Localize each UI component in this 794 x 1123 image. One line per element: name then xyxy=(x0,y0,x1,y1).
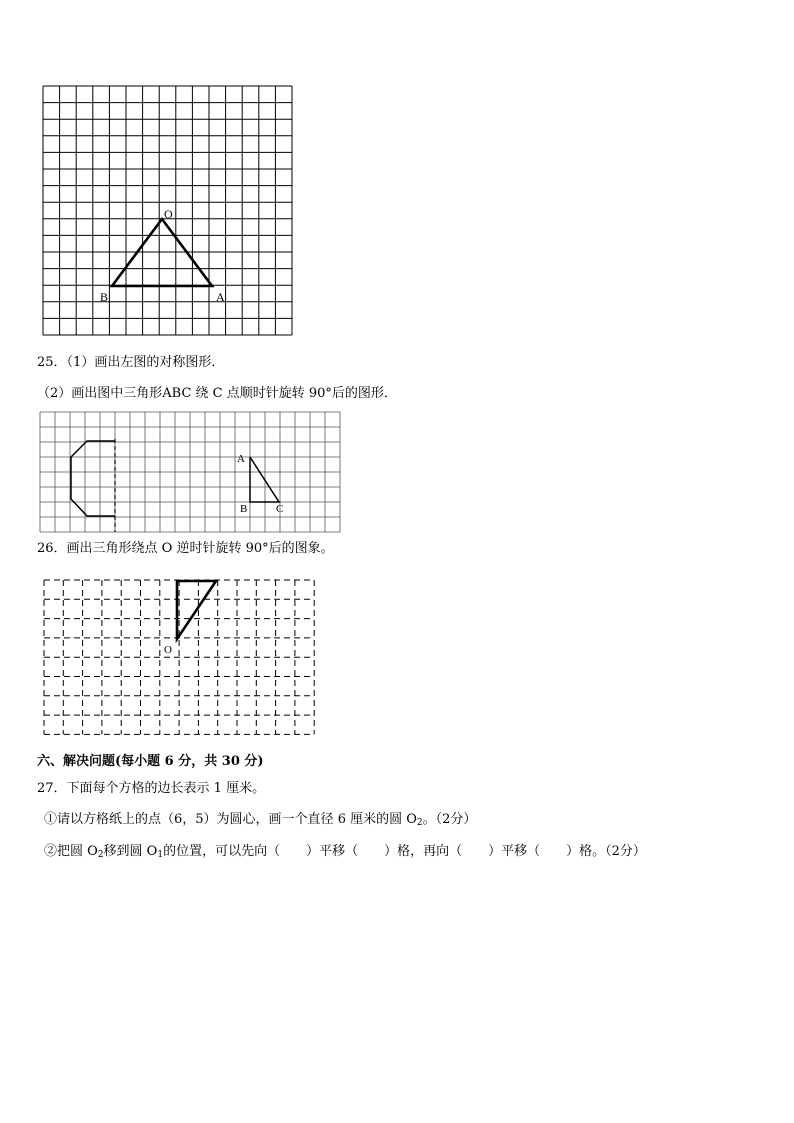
item2-part2: 移到圆 O xyxy=(103,844,158,859)
half-shape-left xyxy=(71,441,115,516)
item2-part1: 把圆 O xyxy=(57,844,98,859)
q27-item2 xyxy=(44,844,646,863)
point-label-a-fig2: A xyxy=(237,453,245,465)
q26-line1: 26．画出三角形绕点 O 逆时针旋转 90°后的图象。 xyxy=(37,541,334,556)
rotation-grid-figure xyxy=(39,411,341,533)
dashed-grid-lines xyxy=(44,580,314,734)
point-label-c-fig2: C xyxy=(276,503,284,515)
item2-sub2: 1 xyxy=(157,850,164,860)
point-label-o-fig3: O xyxy=(164,644,172,656)
q27-item1 xyxy=(44,812,476,831)
q25-line2: （2）画出图中三角形ABC 绕 C 点顺时针旋转 90°后的图形． xyxy=(37,386,397,401)
item2-marker: ② xyxy=(44,844,58,859)
triangle-abc xyxy=(250,457,279,502)
item1-text: 请以方格纸上的点（6，5）为圆心，画一个直径 6 厘米的圆 O xyxy=(57,812,417,827)
q25-line1: 25．（1）画出左图的对称图形． xyxy=(37,355,225,370)
q27-intro: 27．下面每个方格的边长表示 1 厘米。 xyxy=(37,781,266,796)
item2-sub1: 2 xyxy=(97,850,104,860)
point-label-o: O xyxy=(164,207,173,221)
point-label-b: B xyxy=(100,290,109,304)
item1-suffix: 。（2分） xyxy=(422,812,477,827)
item1-sub: 2 xyxy=(416,818,423,828)
triangle-grid-figure xyxy=(42,85,294,337)
point-label-b-fig2: B xyxy=(240,503,248,515)
item1-marker: ① xyxy=(44,812,58,827)
item2-part3: 的位置，可以先向（ ）平移（ ）格，再向（ ）平移（ ）格。（2分） xyxy=(163,844,646,859)
point-label-a: A xyxy=(216,290,225,304)
dashed-grid-figure xyxy=(43,579,315,737)
right-triangle xyxy=(177,581,216,639)
section6-heading: 六、解决问题(每小题 6 分，共 30 分) xyxy=(37,754,264,769)
